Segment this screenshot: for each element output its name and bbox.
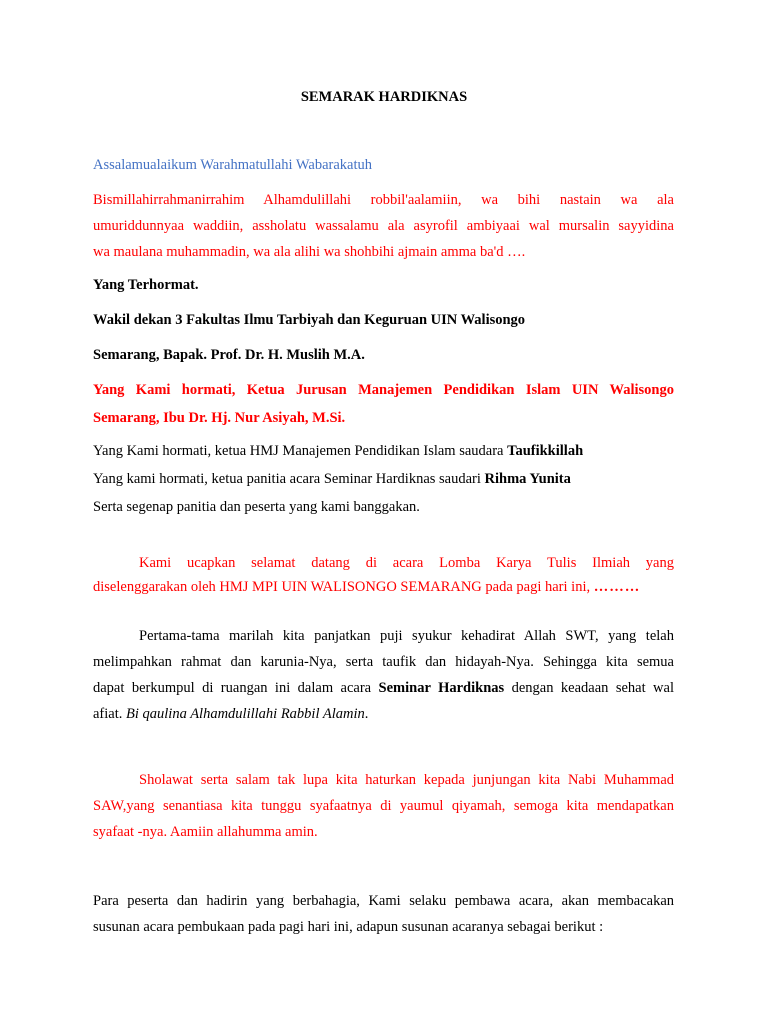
welcome-ellipsis: ……… [593,579,641,595]
gratitude-line-4-tail: . [364,706,369,722]
event-name: Seminar Hardiknas [378,680,505,696]
gratitude-line-1-text: Pertama-tama marilah kita panjatkan puji syukur kehadirat Allah SWT, yang telah [139,628,674,644]
sholawat-line-1-text: Sholawat serta salam tak lupa kita haturkan kepada junjungan kita Nabi Muhammad [139,772,674,788]
hmj-greeting [93,437,674,465]
greeting: Assalamualaikum Warahmatullahi Wabarakatuh [93,157,372,173]
audience-greeting: Serta segenap panitia dan peserta yang kami banggakan. [93,499,420,515]
gratitude-italic-phrase: Bi qaulina Alhamdulillahi Rabbil Alamin [126,706,365,722]
agenda-line-1: Para peserta dan hadirin yang berbahagia, Kami selaku pembawa acara, akan membacakan [93,893,674,909]
opening-paragraph [93,187,674,265]
committee-chair-name: Rihma Yunita [484,471,571,487]
opening-line-2: umuriddunnyaa waddiin, assholatu wassalamu ala asyrofil ambiyaai wal mursalin sayyidina [93,218,674,234]
gratitude-line-4 [93,701,674,727]
opening-line-3: wa maulana muhammadin, wa ala alihi wa shohbihi ajmain amma ba'd …. [93,244,526,260]
sholawat-line-1 [93,767,674,793]
hmj-greeting-text: Yang Kami hormati, ketua HMJ Manajemen Pendidikan Islam saudara [93,443,508,459]
gratitude-line-3-text: dapat berkumpul di ruangan ini dalam acara [93,680,379,696]
opening-line-1: Bismillahirrahmanirrahim Alhamdulillahi robbil'aalamiin, wa bihi nastain wa ala [93,192,674,208]
welcome-line-2-text: diselenggarakan oleh HMJ MPI UIN WALISONGO SEMARANG pada pagi hari ini, [93,579,594,595]
welcome-line-2 [93,575,674,599]
page-title: SEMARAK HARDIKNAS [300,89,468,105]
welcome-line-1-text: Kami ucapkan selamat datang di acara Lomba Karya Tulis Ilmiah yang [139,555,674,571]
gratitude-line-1 [93,623,674,649]
agenda-line-2: susunan acara pembukaan pada pagi hari ini, adapun susunan acaranya sebagai berikut : [93,919,604,935]
committee-greeting-text: Yang kami hormati, ketua panitia acara Seminar Hardiknas saudari [93,471,485,487]
greetings-list [93,437,674,521]
sholawat-line-3: syafaat -nya. Aamiin allahumma amin. [93,824,318,840]
hmj-chair-name: Taufikkillah [507,443,584,459]
gratitude-paragraph [93,623,674,727]
department-head-line-2: Semarang, Ibu Dr. Hj. Nur Asiyah, M.Si. [93,410,346,426]
dean-line-1: Wakil dekan 3 Fakultas Ilmu Tarbiyah dan Keguruan UIN Walisongo [93,312,526,328]
gratitude-line-3-tail: dengan keadaan sehat wal [504,680,674,696]
welcome-line-1 [93,551,674,575]
welcome-paragraph [93,551,674,599]
gratitude-line-2: melimpahkan rahmat dan karunia-Nya, serta taufik dan hidayah-Nya. Sehingga kita semua [93,654,674,670]
dean-line-2: Semarang, Bapak. Prof. Dr. H. Muslih M.A. [93,347,365,363]
agenda-paragraph [93,888,674,940]
department-head-line-1: Yang Kami hormati, Ketua Jurusan Manajemen Pendidikan Islam UIN Walisongo [93,382,674,398]
gratitude-line-4-text: afiat. [93,706,127,722]
committee-greeting [93,465,674,493]
department-head [93,376,674,432]
sholawat-line-2: SAW,yang senantiasa kita tunggu syafaatnya di yaumul qiyamah, semoga kita mendapatkan [93,798,674,814]
honored-heading: Yang Terhormat. [93,277,199,293]
gratitude-line-3 [93,675,674,701]
sholawat-paragraph [93,767,674,845]
